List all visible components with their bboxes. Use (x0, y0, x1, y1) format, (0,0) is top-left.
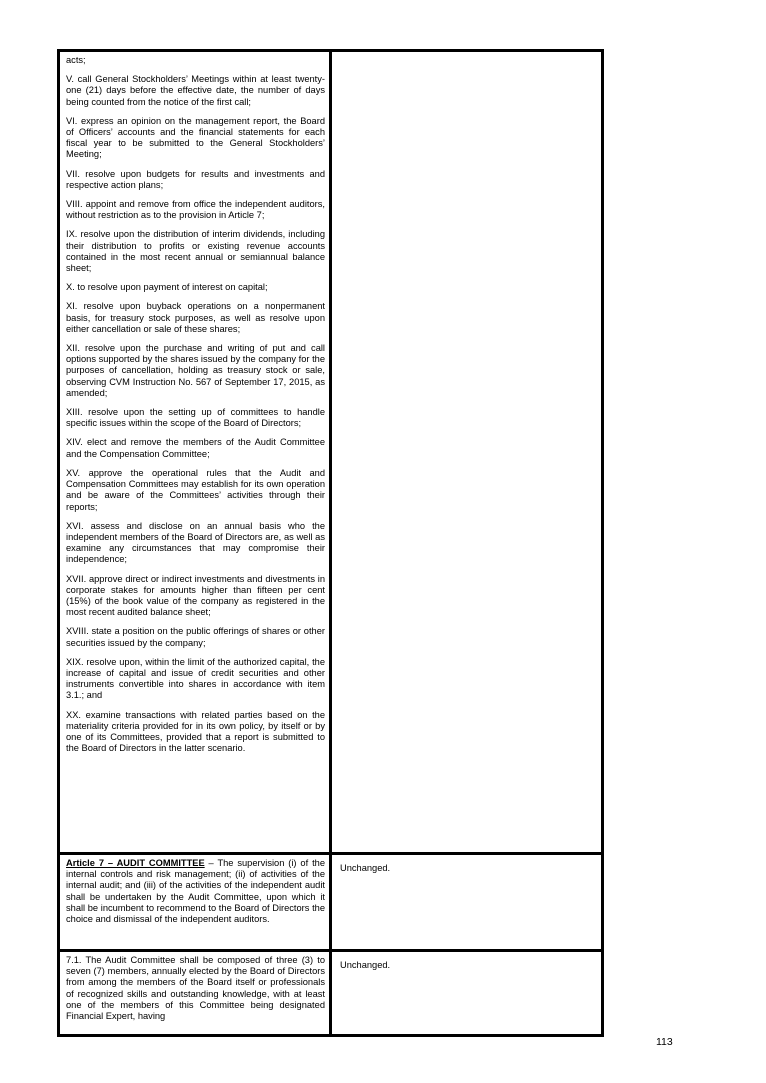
paragraph: VII. resolve upon budgets for results and investments and respective action plans; (66, 168, 325, 190)
proposed-text-cell (332, 855, 601, 949)
unchanged-label: Unchanged. (340, 863, 391, 873)
paragraph: XV. approve the operational rules that the Audit and Compensation Committees may establish for its own operation and be aware of the Committees’ activities through their reports; (66, 467, 325, 512)
paragraph: V. call General Stockholders’ Meetings within at least twenty-one (21) days before the effective date, the number of days being counted from the notice of the first call; (66, 74, 325, 107)
paragraph: XVIII. state a position on the public offerings of shares or other securities issued by the company; (66, 626, 325, 648)
paragraph: XIV. elect and remove the members of the Audit Committee and the Compensation Committee; (66, 437, 325, 459)
paragraph: XX. examine transactions with related parties based on the materiality criteria provided for in its own policy, by itself or by one of its Committees, provided that a report is submitted to the Board of Directors in the latter scenario. (66, 709, 325, 754)
paragraph: XII. resolve upon the purchase and writing of put and call options supported by the shares issued by the company for the purposes of cancellation, holding as treasury stock or sale, observing CVM Instruction No. 567 of September 17, 2015, as amended; (66, 343, 325, 398)
paragraph: XVI. assess and disclose on an annual basis who the independent members of the Board of Directors are, as well as examine any circumstances that may compromise their independence; (66, 520, 325, 565)
paragraph: acts; (66, 55, 86, 65)
table-row (60, 52, 601, 855)
paragraph: IX. resolve upon the distribution of interim dividends, including their distribution to profits or existing revenue accounts contained in the most recent annual or semiannual balance sheet; (66, 229, 325, 274)
paragraph: XVII. approve direct or indirect investments and divestments in corporate stakes for amounts higher than fifteen per cent (15%) of the book value of the company as registered in the most recent audited balance sheet; (66, 573, 325, 618)
paragraph: VIII. appoint and remove from office the independent auditors, without restriction as to the provision in Article 7; (66, 199, 325, 221)
comparison-table (57, 49, 604, 1037)
unchanged-label: Unchanged. (340, 960, 391, 970)
article-text: – The supervision (i) of the internal controls and risk management; (ii) of activities of the internal audit; and (iii) of the activities of the independent audit shall be undertaken by the Audit Committee, upon which it shall be incumbent to recommend to the Board of Directors the choice and dismissal of the independent auditors. (66, 858, 325, 925)
proposed-text-cell (332, 52, 601, 852)
table-row (60, 952, 601, 1034)
paragraph: XI. resolve upon buyback operations on a nonpermanent basis, for treasury stock purposes, as well as resolve upon either cancellation or sale of these shares; (66, 301, 325, 334)
table-row (60, 855, 601, 952)
current-text-cell (60, 952, 332, 1034)
current-text-cell (60, 855, 332, 949)
paragraph: 7.1. The Audit Committee shall be composed of three (3) to seven (7) members, annually elected by the Board of Directors from among the members of the Board itself or professionals of recognized skills and outstanding knowledge, with at least one of the members of this Committee being designated Financial Expert, having (66, 955, 325, 1022)
paragraph: XIX. resolve upon, within the limit of the authorized capital, the increase of capital and issue of credit securities and other instruments convertible into shares in accordance with item 3.1.; and (66, 656, 325, 701)
page-number: 113 (656, 1036, 673, 1048)
article-7-paragraph (66, 858, 325, 925)
article-heading: Article 7 – AUDIT COMMITTEE (66, 858, 205, 868)
paragraph: VI. express an opinion on the management report, the Board of Officers’ accounts and the financial statements for each fiscal year to be submitted to the General Stockholders’ Meeting; (66, 115, 325, 160)
current-text-cell (60, 52, 332, 852)
paragraph: XIII. resolve upon the setting up of committees to handle specific issues within the scope of the Board of Directors; (66, 407, 325, 429)
paragraph: X. to resolve upon payment of interest on capital; (66, 282, 268, 293)
proposed-text-cell (332, 952, 601, 1034)
